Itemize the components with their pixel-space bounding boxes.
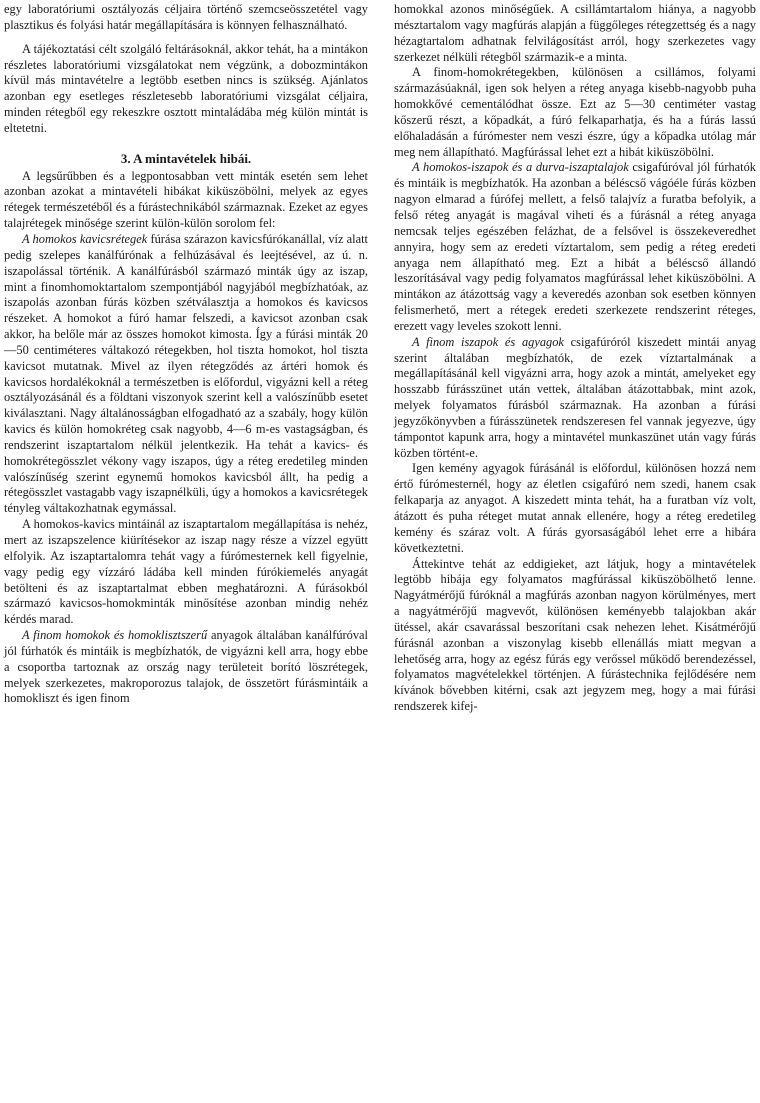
paragraph-text: csigafúróval jól fúrhatók és mintáik is megbízhatók. Ha azonban a bélésсső vágóéle fúrás közben nagyon elmarad a fúrófej mellett, a felső talajvíz a furatba befolyik, a felső réteg anyagát is magával viheti és a fúrásnál a réteg anyaga nemcsak teljes egészében felázhat, de a felsővel is összekeveredhet annyira, hogy sem az eredeti víztartalom, sem pedig a réteg eredeti anyaga nem állapítható meg. Ezt a hibát a béléscső állandó leszorításával vagy pedig folyamatos magfúrással lehet kiküszöbölni. A mintákon az átázottság vagy a keveredés azonban sok esetben könnyen felismerhető, mert a rétegek eredeti szerkezete rendszerint réteges, erezett vagy leveles szokott lenni.	[394, 160, 756, 333]
right-column	[394, 2, 756, 715]
paragraph-text: anyagok általában kanálfúróval jól fúrhatók és mintáik is megbízhatók, de vigyázni kell arra, hogy ebbe a csoportba tartoznak az ország nagy területeit borító löszrétegek, melyek szerkezetes, makroporozus talajok, de összetört fúrásmintáik a homokliszt és igen finom	[4, 628, 368, 706]
paragraph-finom-homokretegek: A finom-homokrétegekben, különösen a csillámos, folyami származásúaknál, igen sok helyen a réteg anyaga kisebb-nagyobb puha homokkővé cementálódhat össze. Ezt az 5—30 centiméter vastag kőszerű részt, a kőpadkát, a fúró felkaparhatja, és ha a fúrás lassú előhaladásán a fúrómester nem veszi észre, úgy a kőpadka utólag már meg nem állapítható. Magfúrással lehet ezt a hibát kiküszöbölni.	[394, 65, 756, 159]
paragraph-text: csigafúróról kiszedett mintái anyag szerint általában megbízhatók, de ezek víztartalmának a megállapításánál kell vigyázni arra, hogy azok a mintát, amelyeket egy hosszabb fúrásszünet után vettek, általában átázottabbak, mint azok, melyek folyamatos fúrásból származnak. Ha azonban a fúrási jegyzőkönyvben a fúrásszünetek rendszeresen fel vannak jegyezve, úgy támpontot kapunk arra, hogy a mintavétel munkaszünet után vagy fúrás közben történt-e.	[394, 334, 756, 460]
paragraph-continued: egy laboratóriumi osztályozás céljaira történő szemcseösszetétel vagy plasztikus és folyási határ megállapítására is könnyen felhasználható.	[4, 2, 368, 32]
paragraph-homokos-kavics	[4, 232, 368, 517]
paragraph-kemeny-agyagok: Igen kemény agyagok fúrásánál is előfordul, különösen hozzá nem értő fúrómesternél, hogy az életlen csigafúró nem szedi, hanem csak felkaparja az anyagot. A kiszedett minta tehát, ha a furatban víz volt, átázott és puha réteget mutat annak ellenére, hogy a réteg eredetileg kemény és száraz volt. A fúrás gyorsaságából lehet erre a hibára következtetni.	[394, 461, 756, 555]
emphasis-finom-iszapok: A finom iszapok és agyagok	[412, 334, 564, 349]
left-column	[4, 2, 368, 707]
paragraph-text: fúrása szárazon kavicsfúrókanállal, víz alatt pedig szelepes kanálfúrónak a felhúzásával és leejtésével, az ú. n. iszapolással történik. A kanálfúrásból származó minták úgy az iszap, mint a finomhomoktartalom szempontjából nagyjából megbízhatóak, az iszapolás azonban fúrás közben szétválasztja a homokos és kavicsos részeket. A homokot a fúró hamar felszedi, a kavicsot azonban csak akkor, ha belőle már az összes homokot kimosta. Így a fúrási minták 20—50 centiméteres váltakozó rétegekben, hol tiszta homokot, hol tiszta kavicsot mutatnak. Mivel az ilyen rétegződés az ártéri homok és kavicsos hordalékoknál a természetben is előfordul, vigyázni kell a réteg osztályozásánál és a földtani viszonyok szerint kell a valószínűbb esetet kiválasztani. Nagy általánosságban elfogadható az a szabály, hogy külön kavics és külön homokréteg csak nagyobb, 4—6 m-es vastagságban, és rendszerint iszaptartalom nélkül jelentkezik. Ha tehát a kavics- és homokrétegösszlet vékony vagy iszapos, úgy a réteg eredetileg minden valószínűség szerint egynemű homokos kavicsból állt, ha pedig a rétegösszlet vastagabb vagy iszapnélküli, úgy a homokos a kavicsrétegek tényleg váltakozhatnak egymással.	[4, 231, 369, 516]
paragraph-intro-hibak: A legsűrűbben és a legpontosabban vett minták esetén sem lehet azonban azokat a mintavételi hibákat kiküszöbölni, melyek az egyes rétegek természetéből és a fúrástechnikából származnak. Ezeket az egyes talajrétegek minősége szerint külön-külön sorolom fel:	[4, 168, 368, 231]
emphasis-homokos-iszapok: A homokos-iszapok és a durva-iszaptalajok	[412, 160, 629, 175]
emphasis-homokos-kavicsretegek: A homokos kavicsrétegek	[22, 231, 148, 246]
paragraph-continued: homokkal azonos minőségűek. A csillámtartalom hiánya, a nagyobb mésztartalom vagy magfúrás alapján a függőleges rétegzettség és a nagy hézagtartalom adhatnak felvilágosítást arról, hogy szerkezetes vagy szerkezet nélküli rétegből származik-e a minta.	[394, 2, 756, 64]
paragraph-finom-homokok	[4, 628, 368, 707]
emphasis-finom-homokok: A finom homokok és homoklisztszerű	[22, 628, 208, 643]
paragraph-iszaptartalom: A homokos-kavics mintáinál az iszaptartalom megállapítása is nehéz, mert az iszapszelence kiürítésekor az iszap nagy része a vízzel együtt elfolyik. Az iszaptartalomra tehát vagy a fúrómesternek kell figyelnie, vagy pedig egy vízzáró ládába kell minden fúrókiemelés anyagát betölteni és az iszaptartalmat ebben meghatározni. A fúrásokból származó kavicsos-homokminták minősítése azonban mindig nehéz kérdés marad.	[4, 517, 368, 627]
paragraph-homokos-iszapok	[394, 160, 756, 334]
section-heading: 3. A mintavételek hibái.	[120, 150, 252, 166]
paragraph-finom-iszapok	[394, 335, 756, 462]
paragraph-tajekoztatasi: A tájékoztatási célt szolgáló feltárásoknál, akkor tehát, ha a mintákon részletes laboratóriumi vizsgálatokat nem végzünk, a dobozmintákon kívül más mintavételre a legtöbb esetben nincs is szükség. Ajánlatos azonban egy esetleges részletesebb laboratóriumi vizsgálat céljaira, minden rétegből egy rekeszkre osztott mintaládába még külön mintát is eltetetni.	[4, 41, 368, 135]
paragraph-attekintve: Áttekintve tehát az eddigieket, azt látjuk, hogy a mintavételek legtöbb hibája egy folyamatos magfúrással kiküszöbölhető lenne. Nagyátmérőjű fúróknál a magfúrás azonban nagyon körülményes, mert a nagyátmérőjű magvevőt, különösen keményebb talajokban akár ütéssel, akár csavarással beszorítani csak nehezen lehet. Kisátmérőjű fúrásnál azonban a viszonylag kisebb ellenállás miatt megvan a lehetőség arra, hogy az egész fúrás egy verőssel működő berendezéssel, folyamatos magvételekkel történjen. A fúrástechnika fejlődésére nem kívánok bővebben kitérni, csak azt jegyzem meg, hogy a mai fúrási rendszerek kifej-	[394, 556, 756, 714]
